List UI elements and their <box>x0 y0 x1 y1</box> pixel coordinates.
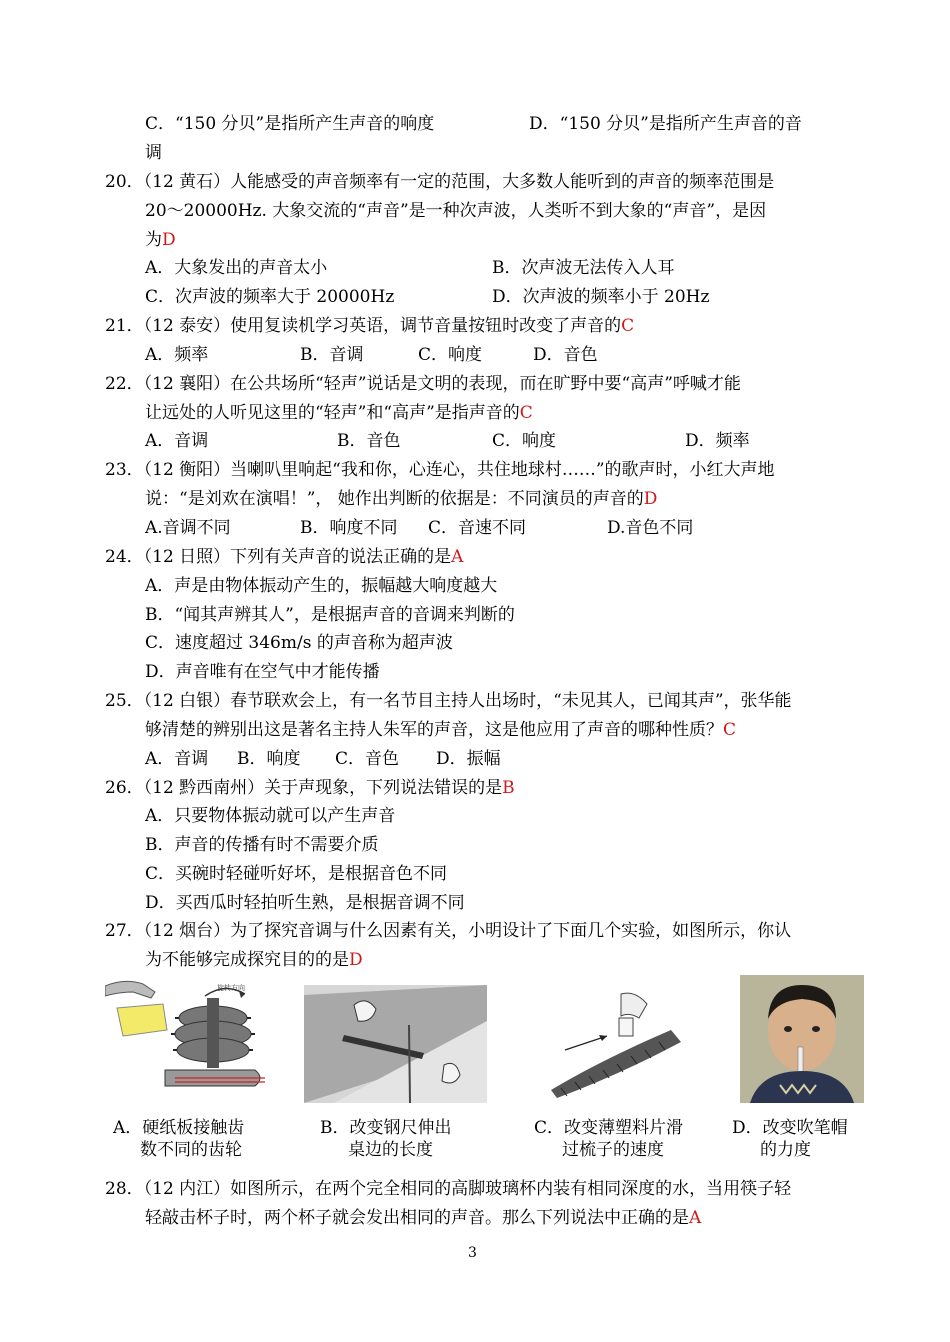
q26-option-c: C．买碗时轻碰听好坏，是根据音色不同 <box>145 864 448 884</box>
figure-c-comb <box>541 990 686 1102</box>
q26-option-d: D．买西瓜时轻拍听生熟，是根据音调不同 <box>145 893 465 913</box>
figure-b-caption-1: B．改变钢尺伸出 <box>320 1118 452 1138</box>
figure-d-caption-1: D．改变吹笔帽 <box>732 1118 848 1138</box>
q22-stem-1: 22．（12 襄阳）在公共场所“轻声”说话是文明的表现，而在旷野中要“高声”呼喊才能 <box>105 374 741 394</box>
q21-stem: 21．（12 泰安）使用复读机学习英语，调节音量按钮时改变了声音的C <box>105 316 635 336</box>
q26-option-b: B．声音的传播有时不需要介质 <box>145 835 379 855</box>
rotation-direction-label: 旋转方向 <box>217 984 245 992</box>
q26-option-a: A．只要物体振动就可以产生声音 <box>145 806 396 826</box>
q19-option-d: D．“150 分贝”是指所产生声音的音 <box>529 114 802 134</box>
q23-option-b: B．响度不同 <box>300 518 398 538</box>
q21-answer: C <box>621 316 635 336</box>
q23-option-a: A.音调不同 <box>145 518 231 538</box>
figure-b-caption-2: 桌边的长度 <box>348 1140 433 1160</box>
figure-d-caption-2: 的力度 <box>760 1140 811 1160</box>
q25-stem-2: 够清楚的辨别出这是著名主持人朱军的声音，这是他应用了声音的哪种性质？C <box>145 720 737 740</box>
q25-stem-1: 25．（12 白银）春节联欢会上，有一名节目主持人出场时，“未见其人，已闻其声”，张华能 <box>105 691 792 711</box>
q27-stem-2: 为不能够完成探究目的的是D <box>145 950 363 970</box>
page-number: 3 <box>468 1245 477 1261</box>
q23-option-d: D.音色不同 <box>607 518 694 538</box>
q24-answer: A <box>451 547 464 567</box>
q24-option-d: D．声音唯有在空气中才能传播 <box>145 662 380 682</box>
q27-stem-1: 27．（12 烟台）为了探究音调与什么因素有关，小明设计了下面几个实验，如图所示，你认 <box>105 921 792 941</box>
q22-option-c: C．响度 <box>492 431 557 451</box>
q22-option-b: B．音色 <box>337 431 401 451</box>
q25-option-b: B．响度 <box>237 749 301 769</box>
q20-stem-1: 20．（12 黄石）人能感受的声音频率有一定的范围，大多数人能听到的声音的频率范围是 <box>105 172 775 192</box>
q25-option-c: C．音色 <box>335 749 400 769</box>
q20-option-d: D．次声波的频率小于 20Hz <box>492 287 710 307</box>
q19-option-c: C．“150 分贝”是指所产生声音的响度 <box>145 114 435 134</box>
q20-option-b: B．次声波无法传入人耳 <box>492 258 675 278</box>
q24-option-a: A．声是由物体振动产生的，振幅越大响度越大 <box>145 576 498 596</box>
figure-c-caption-1: C．改变薄塑料片滑 <box>534 1118 684 1138</box>
q23-stem-2: 说：“是刘欢在演唱！”， 她作出判断的依据是：不同演员的声音的D <box>145 489 658 509</box>
q28-stem-2: 轻敲击杯子时，两个杯子就会发出相同的声音。那么下列说法中正确的是A <box>145 1208 702 1228</box>
q20-option-c: C．次声波的频率大于 20000Hz <box>145 287 395 307</box>
q21-option-d: D．音色 <box>533 345 598 365</box>
q26-answer: B <box>502 778 515 798</box>
q19-option-d-cont: 调 <box>145 143 162 163</box>
q23-option-c: C．音速不同 <box>428 518 527 538</box>
q26-stem: 26．（12 黔西南州）关于声现象，下列说法错误的是B <box>105 778 515 798</box>
q21-option-c: C．响度 <box>418 345 483 365</box>
q21-option-a: A．频率 <box>145 345 209 365</box>
figure-a-caption-1: A．硬纸板接触齿 <box>113 1118 245 1138</box>
q22-option-d: D．频率 <box>685 431 750 451</box>
q20-option-a: A．大象发出的声音太小 <box>145 258 328 278</box>
q25-option-d: D．振幅 <box>436 749 501 769</box>
figure-d-boy-photo <box>740 975 864 1103</box>
q23-answer: D <box>643 489 658 509</box>
figure-a-gears <box>105 978 275 1100</box>
figure-c-caption-2: 过梳子的速度 <box>562 1140 664 1160</box>
q25-answer: C <box>723 720 737 740</box>
q20-stem-2: 20～20000Hz. 大象交流的“声音”是一种次声波，人类听不到大象的“声音”，是因 <box>145 201 767 221</box>
q20-stem-3: 为D <box>145 230 176 250</box>
figure-a-caption-2: 数不同的齿轮 <box>140 1140 242 1160</box>
q20-answer: D <box>162 230 176 250</box>
q24-stem: 24．（12 日照）下列有关声音的说法正确的是A <box>105 547 464 567</box>
q24-option-c: C．速度超过 346m/s 的声音称为超声波 <box>145 633 453 653</box>
q24-option-b: B．“闻其声辨其人”，是根据声音的音调来判断的 <box>145 605 515 625</box>
q22-answer: C <box>519 403 533 423</box>
q28-answer: A <box>689 1208 702 1228</box>
q25-option-a: A．音调 <box>145 749 209 769</box>
q22-option-a: A．音调 <box>145 431 209 451</box>
q27-answer: D <box>349 950 363 970</box>
q21-option-b: B．音调 <box>300 345 364 365</box>
q28-stem-1: 28．（12 内江）如图所示，在两个完全相同的高脚玻璃杯内装有相同深度的水，当用筷子轻 <box>105 1179 792 1199</box>
q23-stem-1: 23．（12 衡阳）当喇叭里响起“我和你，心连心，共住地球村……”的歌声时，小红大声地 <box>105 460 775 480</box>
figure-b-ruler <box>304 985 487 1103</box>
q22-stem-2: 让远处的人听见这里的“轻声”和“高声”是指声音的C <box>145 403 533 423</box>
